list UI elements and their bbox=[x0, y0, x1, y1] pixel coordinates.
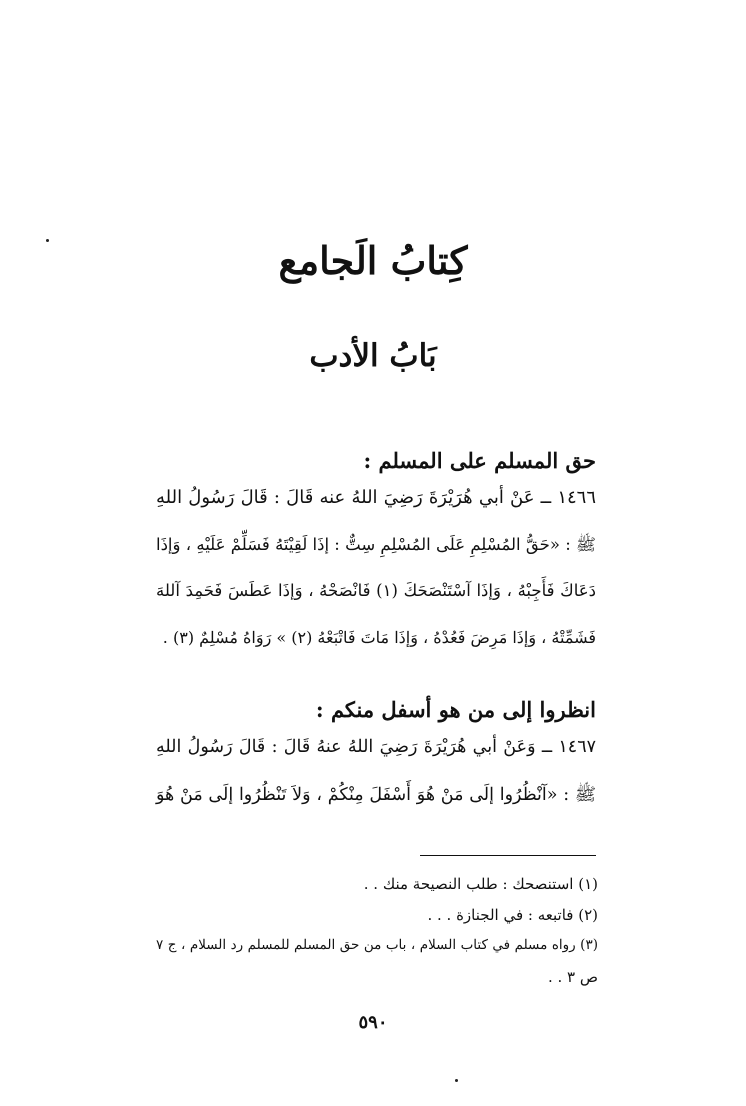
section-heading: انظروا إلى من هو أسفل منكم : bbox=[315, 697, 596, 722]
hadith-text-line: ١٤٦٦ ــ عَنْ أبي هُرَيْرَةَ رَضِيَ اللهُ عنه قَالَ : قَالَ رَسُولُ اللهِ bbox=[156, 487, 596, 508]
hadith-text-line: ﷺ : «آنْظُرُوا إلَى مَنْ هُوَ أَسْفَلَ مِنْكُمْ ، وَلاَ تَنْظُرُوا إلَى مَنْ هُوَ bbox=[156, 785, 596, 805]
hadith-text-line: ﷺ : «حَقُّ المُسْلِمِ عَلَى المُسْلِمِ سِتٌّ : إذَا لَقِيْتَهُ فَسَلِّمْ عَلَيْهِ ، وَإذَا bbox=[156, 535, 596, 554]
scan-speck bbox=[46, 239, 49, 242]
hadith-text-line: فَشَمِّتْهُ ، وَإذَا مَرِضَ فَعُدْهُ ، وَإذَا مَاتَ فَاتْبَعْهُ (٢) » رَوَاهُ مُسْلِمٌ (٣) . bbox=[162, 628, 596, 647]
book-title: كِتابُ الَجامع bbox=[278, 238, 468, 283]
chapter-title: بَابُ الأدب bbox=[309, 338, 437, 374]
footnote-continuation: ص ٣ . . bbox=[547, 968, 598, 986]
page-number: ٥٩٠ bbox=[358, 1012, 388, 1033]
hadith-text-line: دَعَاكَ فَأَجِبْهُ ، وَإذَا آسْتَنْصَحَكَ (١) فَانْصَحْهُ ، وَإذَا عَطَسَ فَحَمِدَ آللهَ bbox=[156, 581, 596, 600]
section-heading: حق المسلم على المسلم : bbox=[363, 448, 596, 473]
footnote: (١) استنصحك : طلب النصيحة منك . . bbox=[363, 875, 598, 893]
scan-speck bbox=[455, 1079, 458, 1082]
footnote: (٣) رواه مسلم في كتاب السلام ، باب من حق المسلم للمسلم رد السلام ، ج ٧ bbox=[156, 937, 598, 953]
hadith-text-line: ١٤٦٧ ــ وَعَنْ أبي هُرَيْرَةَ رَضِيَ اللهُ عنهُ قَالَ : قَالَ رَسُولُ اللهِ bbox=[156, 737, 596, 757]
footnote: (٢) فاتبعه : في الجنازة . . . bbox=[427, 906, 598, 924]
footnote-divider bbox=[420, 855, 596, 856]
